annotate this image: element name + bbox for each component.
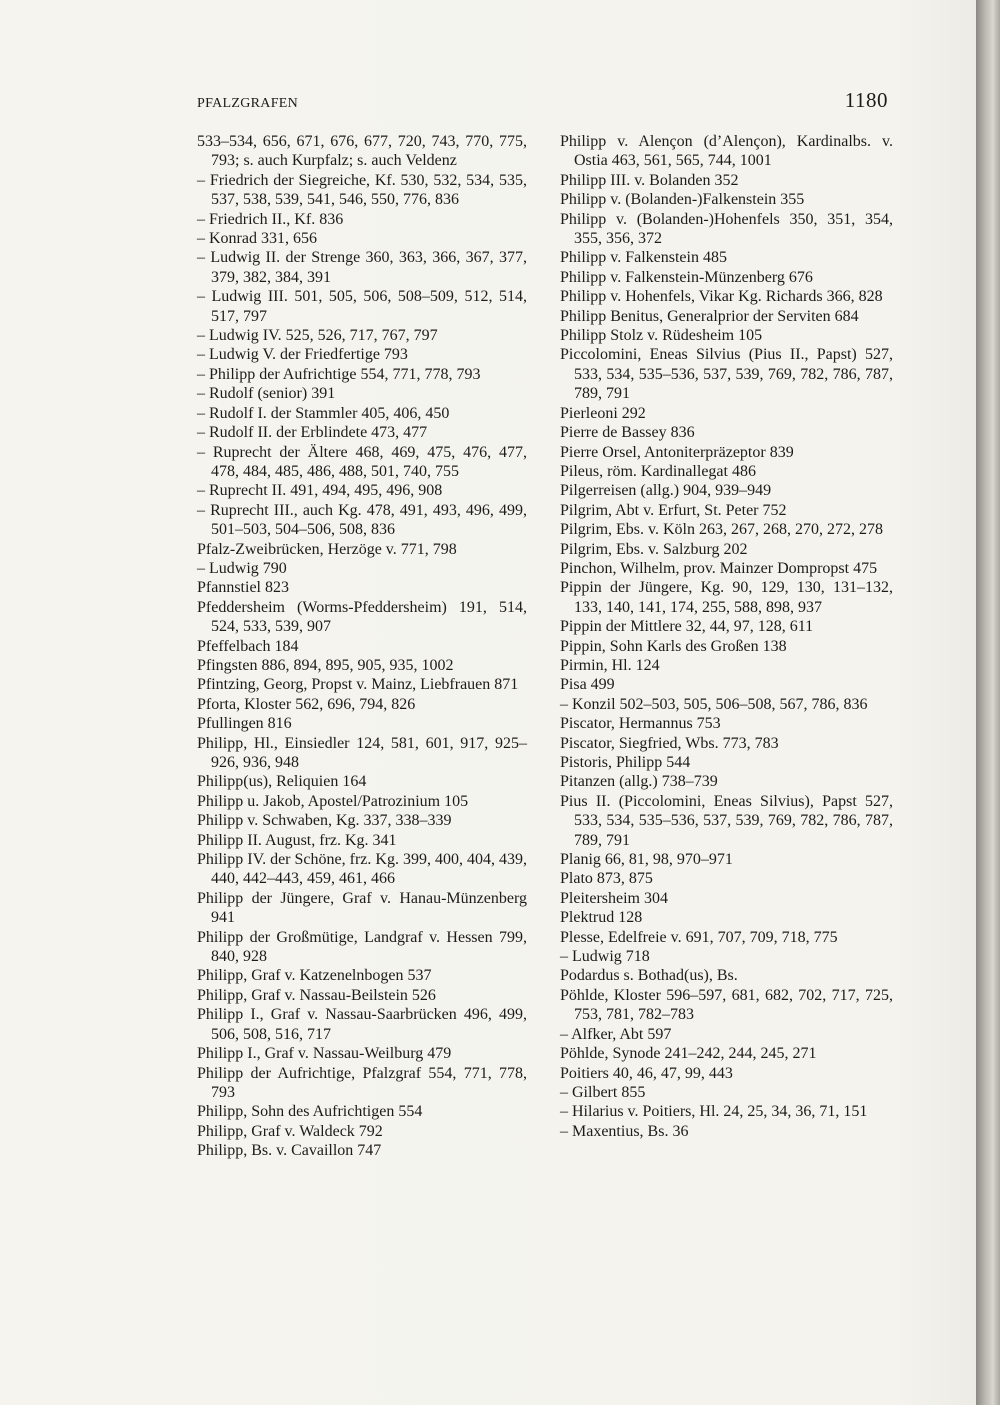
index-entry: Pfeffelbach 184 — [197, 637, 299, 655]
index-entry: Philipp u. Jakob, Apostel/Patrozinium 105 — [197, 792, 469, 810]
index-entry: – Rudolf I. der Stammler 405, 406, 450 — [197, 404, 450, 422]
index-entry: Philipp(us), Reliquien 164 — [197, 773, 367, 791]
index-entry: Pilgerreisen (allg.) 904, 939–949 — [560, 482, 772, 500]
index-entry: – Maxentius, Bs. 36 — [560, 1122, 689, 1140]
index-entry: Pierre Orsel, Antoniterpräzeptor 839 — [560, 443, 794, 461]
index-entry: Philipp, Graf v. Katzenelnbogen 537 — [197, 967, 432, 985]
index-entry: – Ruprecht II. 491, 494, 495, 496, 908 — [197, 482, 443, 500]
index-entry: Philipp, Hl., Einsiedler 124, 581, 601, 917, 925–926, 936, 948 — [197, 734, 527, 771]
index-entry: Pierre de Bassey 836 — [560, 424, 695, 442]
index-entry: Philipp, Graf v. Nassau-Beilstein 526 — [197, 986, 436, 1004]
index-entry: – Gilbert 855 — [560, 1083, 646, 1101]
index-entry: Piscator, Hermannus 753 — [560, 715, 721, 733]
index-entry: Pfullingen 816 — [197, 715, 292, 733]
index-entry: Pileus, röm. Kardinallegat 486 — [560, 462, 756, 480]
index-entry: Philipp II. August, frz. Kg. 341 — [197, 831, 397, 849]
index-entry: Philipp IV. der Schöne, frz. Kg. 399, 400, 404, 439, 440, 442–443, 459, 461, 466 — [197, 851, 527, 888]
index-entry: – Rudolf (senior) 391 — [197, 385, 336, 403]
index-entry: Podardus s. Bothad(us), Bs. — [560, 967, 738, 985]
index-entry: Plektrud 128 — [560, 909, 643, 927]
index-entry: Pöhlde, Synode 241–242, 244, 245, 271 — [560, 1045, 817, 1063]
index-entry: Pippin der Jüngere, Kg. 90, 129, 130, 131–132, 133, 140, 141, 174, 255, 588, 898, 937 — [560, 579, 893, 616]
index-entry: – Ruprecht der Ältere 468, 469, 475, 476, 477, 478, 484, 485, 486, 488, 501, 740, 755 — [197, 443, 527, 480]
index-column-right — [560, 132, 893, 1141]
index-entry: Philipp der Aufrichtige, Pfalzgraf 554, 771, 778, 793 — [197, 1064, 527, 1101]
page-number: 1180 — [844, 88, 888, 112]
index-entry: Pilgrim, Abt v. Erfurt, St. Peter 752 — [560, 501, 787, 519]
index-entry: Philipp v. Hohenfels, Vikar Kg. Richards 366, 828 — [560, 288, 883, 306]
running-head: PFALZGRAFEN — [197, 96, 299, 111]
index-entry: – Ludwig IV. 525, 526, 717, 767, 797 — [197, 327, 438, 345]
index-entry: Philipp der Großmütige, Landgraf v. Hessen 799, 840, 928 — [197, 928, 527, 966]
index-entry: Philipp, Sohn des Aufrichtigen 554 — [197, 1103, 423, 1121]
book-spine-edge — [976, 0, 1000, 1405]
index-entry: Philipp III. v. Bolanden 352 — [560, 171, 739, 189]
index-entry: Pfeddersheim (Worms-Pfeddersheim) 191, 514, 524, 533, 539, 907 — [197, 598, 527, 636]
index-entry: Pfingsten 886, 894, 895, 905, 935, 1002 — [197, 656, 454, 674]
index-entry: Pilgrim, Ebs. v. Köln 263, 267, 268, 270, 272, 278 — [560, 521, 883, 539]
index-entry: Plato 873, 875 — [560, 870, 653, 888]
index-entry: Philipp, Graf v. Waldeck 792 — [197, 1122, 383, 1140]
index-entry: Pforta, Kloster 562, 696, 794, 826 — [197, 695, 416, 713]
index-entry: Plesse, Edelfreie v. 691, 707, 709, 718, 775 — [560, 928, 838, 946]
index-entry: Philipp v. Alençon (d’Alençon), Kardinalbs. v. Ostia 463, 561, 565, 744, 1001 — [560, 133, 893, 170]
index-entry: – Ludwig II. der Strenge 360, 363, 366, 367, 377, 379, 382, 384, 391 — [197, 249, 527, 286]
index-entry: Pfintzing, Georg, Propst v. Mainz, Liebfrauen 871 — [197, 676, 519, 694]
index-entry: Pitanzen (allg.) 738–739 — [560, 773, 718, 791]
index-entry: – Ludwig 718 — [560, 948, 650, 966]
index-entry: Pippin, Sohn Karls des Großen 138 — [560, 637, 787, 655]
index-entry: Piscator, Siegfried, Wbs. 773, 783 — [560, 734, 779, 752]
index-entry: Pierleoni 292 — [560, 404, 646, 422]
index-entry: – Ludwig III. 501, 505, 506, 508–509, 512, 514, 517, 797 — [197, 288, 527, 325]
index-entry: – Konzil 502–503, 505, 506–508, 567, 786, 836 — [560, 695, 868, 713]
index-entry: Pirmin, Hl. 124 — [560, 656, 660, 674]
index-entry: – Friedrich der Siegreiche, Kf. 530, 532, 534, 535, 537, 538, 539, 541, 546, 550, 776, 836 — [197, 171, 527, 209]
index-entry: – Rudolf II. der Erblindete 473, 477 — [197, 424, 428, 442]
index-entry: Philipp v. Falkenstein 485 — [560, 249, 727, 267]
index-entry: Pinchon, Wilhelm, prov. Mainzer Dompropst 475 — [560, 559, 878, 577]
index-entry: Philipp Benitus, Generalprior der Serviten 684 — [560, 307, 859, 325]
index-entry: Pisa 499 — [560, 676, 615, 694]
index-entry: Philipp I., Graf v. Nassau-Weilburg 479 — [197, 1045, 452, 1063]
index-entry: Philipp der Jüngere, Graf v. Hanau-Münzenberg 941 — [197, 889, 527, 927]
index-entry: Pfannstiel 823 — [197, 579, 289, 597]
index-entry: – Ludwig V. der Friedfertige 793 — [197, 346, 408, 364]
index-entry: – Philipp der Aufrichtige 554, 771, 778, 793 — [197, 365, 481, 383]
index-entry: Piccolomini, Eneas Silvius (Pius II., Papst) 527, 533, 534, 535–536, 537, 539, 769, 782, 786, 787, 789, 791 — [560, 346, 893, 403]
index-entry: Pistoris, Philipp 544 — [560, 754, 691, 771]
index-entry: Philipp v. Schwaben, Kg. 337, 338–339 — [197, 812, 452, 830]
index-entry: Pippin der Mittlere 32, 44, 97, 128, 611 — [560, 618, 814, 636]
index-entry: – Alfker, Abt 597 — [560, 1025, 672, 1043]
index-entry: Pilgrim, Ebs. v. Salzburg 202 — [560, 540, 748, 558]
index-entry: Planig 66, 81, 98, 970–971 — [560, 851, 733, 869]
index-entry: – Konrad 331, 656 — [197, 230, 317, 248]
index-entry: – Friedrich II., Kf. 836 — [197, 210, 344, 228]
index-entry: Philipp I., Graf v. Nassau-Saarbrücken 496, 499, 506, 508, 516, 717 — [197, 1006, 527, 1043]
index-entry: – Hilarius v. Poitiers, Hl. 24, 25, 34, 36, 71, 151 — [560, 1103, 868, 1121]
index-entry: Philipp Stolz v. Rüdesheim 105 — [560, 327, 763, 345]
index-column-left — [197, 132, 527, 1161]
index-entry: Philipp v. (Bolanden-)Falkenstein 355 — [560, 191, 805, 209]
index-entry: – Ruprecht III., auch Kg. 478, 491, 493, 496, 499, 501–503, 504–506, 508, 836 — [197, 501, 527, 539]
index-entry: – Ludwig 790 — [197, 559, 287, 577]
index-entry: Philipp, Bs. v. Cavaillon 747 — [197, 1142, 382, 1160]
index-entry: 533–534, 656, 671, 676, 677, 720, 743, 770, 775, 793; s. auch Kurpfalz; s. auch Veldenz — [197, 133, 527, 170]
index-entry: Philipp v. Falkenstein-Münzenberg 676 — [560, 268, 813, 286]
index-entry: Poitiers 40, 46, 47, 99, 443 — [560, 1064, 733, 1082]
index-entry: Pöhlde, Kloster 596–597, 681, 682, 702, 717, 725, 753, 781, 782–783 — [560, 986, 893, 1024]
index-entry: Pius II. (Piccolomini, Eneas Silvius), Papst 527, 533, 534, 535–536, 537, 539, 769, 782, 786, 787, 789, 791 — [560, 792, 893, 849]
index-entry: Pleitersheim 304 — [560, 889, 668, 907]
index-entry: Philipp v. (Bolanden-)Hohenfels 350, 351, 354, 355, 356, 372 — [560, 210, 893, 248]
index-entry: Pfalz-Zweibrücken, Herzöge v. 771, 798 — [197, 540, 457, 558]
